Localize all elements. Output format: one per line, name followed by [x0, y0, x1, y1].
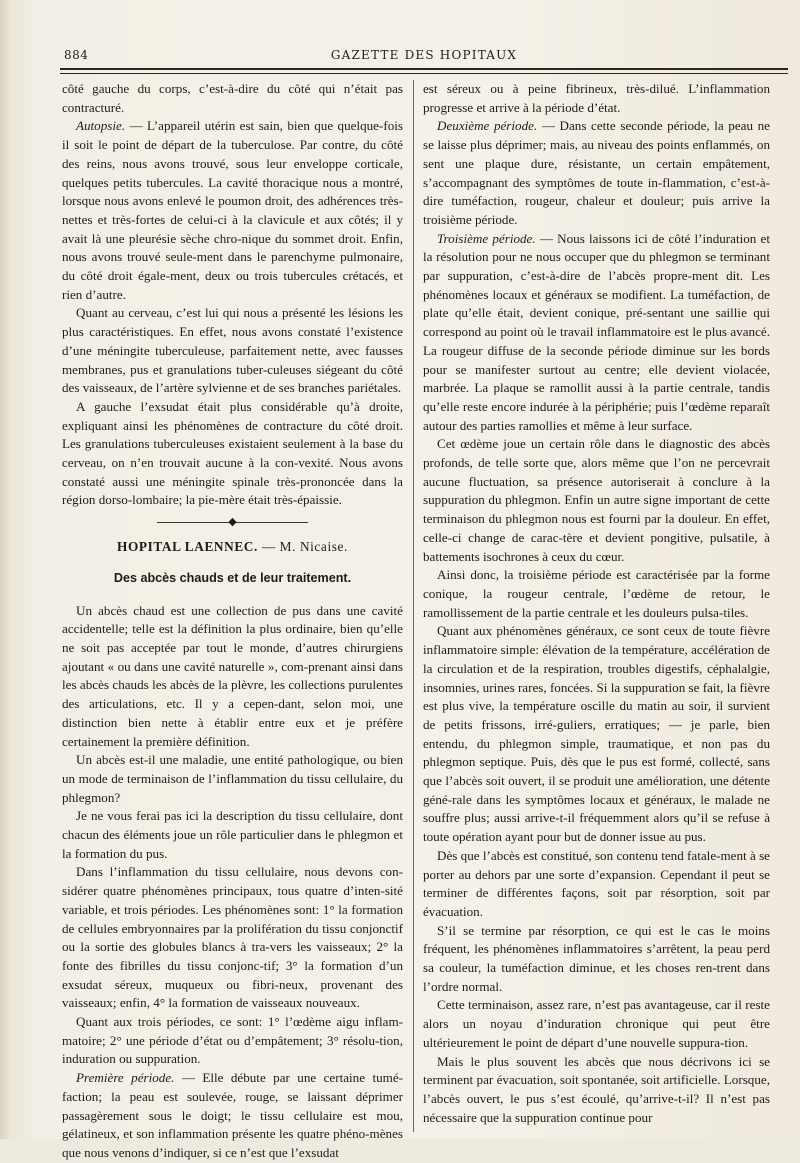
left-column: [62, 80, 403, 1160]
column-divider: [413, 80, 414, 1132]
paragraph: A gauche l’exsudat était plus considérable qu’à droite, expliquant ainsi les phénomènes de contracture du côté droit. Les granulations tuberculeuses existaient seulement à la base du cerveau, on n’en trouvait aucune à la con-vexité. Nous avons constaté aussi une méningite spinale très-prononcée dans la région dorso-lombaire; la pie-mère était très-épaissie.: [62, 398, 403, 508]
author-name: — M. Nicaise.: [257, 539, 348, 555]
running-head: [60, 44, 788, 66]
section-lead: Troisième période.: [437, 230, 536, 246]
header-rule-thin: [60, 73, 788, 74]
right-column: [423, 80, 770, 1132]
paragraph: Quant au cerveau, c’est lui qui nous a présenté les lésions les plus caractéristiques. En effet, nous avons constaté l’existence d’une méningite tuberculeuse, parfaitement nette, avec fausses membranes, pus et granulations tuber-culeuses siégeant du côté des vaisseaux, de l’artère sylvienne et de ses branches pariétales.: [62, 305, 403, 396]
paragraph: Mais le plus souvent les abcès que nous décrivons ici se terminent par évacuation, soit spontanée, soit artificielle. Lorsque, l’abcès ouvert, le pus s’est écoulé, qu’arrive-t-il? Il n’est pas nécessaire que la suppuration continue pour: [423, 1053, 770, 1125]
paragraph: Je ne vous ferai pas ici la description du tissu cellulaire, dont chacun des éléments joue un rôle particulier dans le phlegmon et la formation du pus.: [62, 808, 403, 861]
separator-ornament: ◆: [228, 516, 237, 529]
paragraph: Ainsi donc, la troisième période est caractérisée par la forme conique, la rougeur centrale, l’œdème de retour, le ramollissement de la partie centrale et les douleurs pulsa-tiles.: [423, 567, 770, 620]
section-lead: Première période.: [76, 1070, 175, 1086]
paragraph: Dès que l’abcès est constitué, son contenu tend fatale-ment à se porter au dehors par une sorte d’expansion. Cependant il peut se terminer de différentes façons, soit par résorption, soit par évacuation.: [423, 847, 770, 919]
paragraph-text: — L’appareil utérin est sain, bien que quelque-fois il soit le point de départ de la tuberculose. Par contre, du côté des reins, nous avons trouvé, sous leur enveloppe corticale, quelques petits tubercules. La cavité thoracique nous a montré, lorsque nous avons enlevé le poumon droit, des adhérences très-nettes et très-fortes de celui-ci à la clavicule et aux côtés; il y avait là une pleurésie sèche chro-nique du sommet droit. Enfin, nous avons trouvé seule-ment dans le parenchyme pulmonaire, du côté droit égale-ment, deux ou trois tubercules crétacés, et rien d’autre.: [62, 118, 403, 302]
paragraph: S’il se termine par résorption, ce qui est le cas le moins fréquent, les phénomènes inflammatoires s’arrêtent, la peau perd sa couleur, la tuméfaction diminue, et les choses ren-trent dans l’ordre normal.: [423, 922, 770, 994]
hospital-name: HOPITAL LAENNEC.: [117, 539, 258, 555]
header-rule-thick: [60, 68, 788, 70]
article-title: Des abcès chauds et de leur traitement.: [113, 570, 352, 585]
paragraph: Cette terminaison, assez rare, n’est pas avantageuse, car il reste alors un noyau d’induration chronique qui peut être ultérieurement le point de départ d’une nouvelle suppura-tion.: [423, 997, 770, 1050]
paragraph-text: — Elle débute par une certaine tumé-faction; la peau est soulevée, rouge, se laissant déprimer passagèrement sous le doigt; le tissu cellulaire est mou, gélatineux, et son inflammation présente les quatre phéno-mènes que nous venons d’indiquer, si ce n’est que l’exsudat: [62, 1070, 403, 1160]
journal-title: GAZETTE DES HOPITAUX: [330, 48, 518, 62]
binding-edge: [0, 0, 10, 1139]
hospital-heading: [62, 538, 403, 557]
paragraph-text: — Dans cette seconde période, la peau ne se laisse plus déprimer; mais, au niveau des points enflammés, on sent une plaque dure, résistante, un certain empâtement, s’accompagnant des symptômes de toute in-flammation, c’est-à-dire tuméfaction, rougeur, chaleur et douleur; puis arrive la troisième période.: [423, 118, 770, 227]
paragraph: Un abcès est-il une maladie, une entité pathologique, ou bien un mode de terminaison de l’inflammation du tissu cellulaire, du phlegmon?: [62, 752, 403, 805]
paragraph: Cet œdème joue un certain rôle dans le diagnostic des abcès profonds, de telle sorte que, alors même que l’on ne percevrait aucune fluctuation, sa présence autoriserait à conclure à la suppuration du phlegmon. Enfin un autre signe important de cette terminaison du phlegmon nous est fourni par la douleur. En effet, celle-ci change de carac-tère et devient pongitive, pulsatile, à battements isochrones à ceux du cœur.: [423, 436, 770, 564]
paragraph: est séreux ou à peine fibrineux, très-dilué. L’inflammation progresse et arrive à la période d’état.: [423, 81, 770, 115]
paragraph: côté gauche du corps, c’est-à-dire du côté qui n’était pas contracturé.: [62, 81, 403, 115]
paragraph: [62, 117, 403, 304]
paragraph-text: — Nous laissons ici de côté l’induration et la résolution pour ne nous occuper que du phlegmon se terminant par suppuration, c’est-à-dire de l’abcès propre-ment dit. Les phénomènes locaux et généraux se modifient. La tuméfaction, de plate qu’elle était, devient conique, pré-sentant une saillie qui correspond au point où le travail inflammatoire est le plus avancé. La rougeur diffuse de la seconde période diminue sur les bords pour se manifester surtout au centre; elle devient violacée, marbrée. La plaque se ramollit aussi à la partie centrale, tandis qu’elle reste encore indurée à la périphérie; puis l’œdème reparaît autour des parties ramollies et même à leur surface.: [423, 230, 770, 433]
page-number: 884: [64, 48, 89, 62]
section-separator: [62, 510, 403, 536]
paragraph: Quant aux phénomènes généraux, ce sont ceux de toute fièvre inflammatoire simple: élévation de la température, accélération de la circulation et de la respiration, troubles digestifs, céphalalgie, insomnies, urines rares, foncées. Si la suppuration se fait, la fièvre est plus vive, la température oscille du matin au soir, il survient de petits frissons, irré-guliers, erratiques; — je parle, bien entendu, du phlegmon simple, traumatique, et non pas du phlegmon septique. Puis, dès que le pus est formé, collecté, sans que l’abcès soit ouvert, il se produit une amélioration, une détente géné-rale dans les symptômes locaux et généraux, le malade ne souffre plus; aussi arrive-t-il fréquemment alors qu’il se refuse à toute opération ayant pour but de donner issue au pus.: [423, 623, 770, 845]
paragraph: [423, 117, 770, 229]
paragraph: Un abcès chaud est une collection de pus dans une cavité accidentelle; telle est la définition la plus ordinaire, bien qu’elle ne soit pas acceptée par tout le monde, d’autres chirurgiens ajoutant « ou dans une cavité naturelle », com-prenant ainsi dans les abcès chauds les abcès de la plèvre, les collections purulentes des articulations, etc. Il y a cepen-dant, selon moi, une distinction bien nette à établir entre eux et je préfère certainement la première définition.: [62, 602, 403, 749]
paragraph: Dans l’inflammation du tissu cellulaire, nous devons con-sidérer quatre phénomènes principaux, tous quatre d’inten-sité variable, et trois périodes. Les phénomènes sont: 1° la formation de cellules embryonnaires par la prolifération du tissu conjonctif ou la sortie des globules blancs à tra-vers les vaisseaux; 2° la fonte des fibrilles du tissu conjonc-tif; 3° la formation d’un exsudat séreux, muqueux ou fibri-neux, provenant des vaisseaux; enfin, 4° la formation de vaisseaux nouveaux.: [62, 864, 403, 1011]
paragraph: [423, 230, 770, 436]
paragraph: Quant aux trois périodes, ce sont: 1° l’œdème aigu inflam-matoire; 2° une période d’état ou d’empâtement; 3° résolu-tion, induration ou suppuration.: [62, 1014, 403, 1067]
section-lead: Deuxième période.: [437, 118, 538, 134]
paragraph: [62, 1069, 403, 1163]
section-lead: Autopsie.: [76, 118, 126, 134]
